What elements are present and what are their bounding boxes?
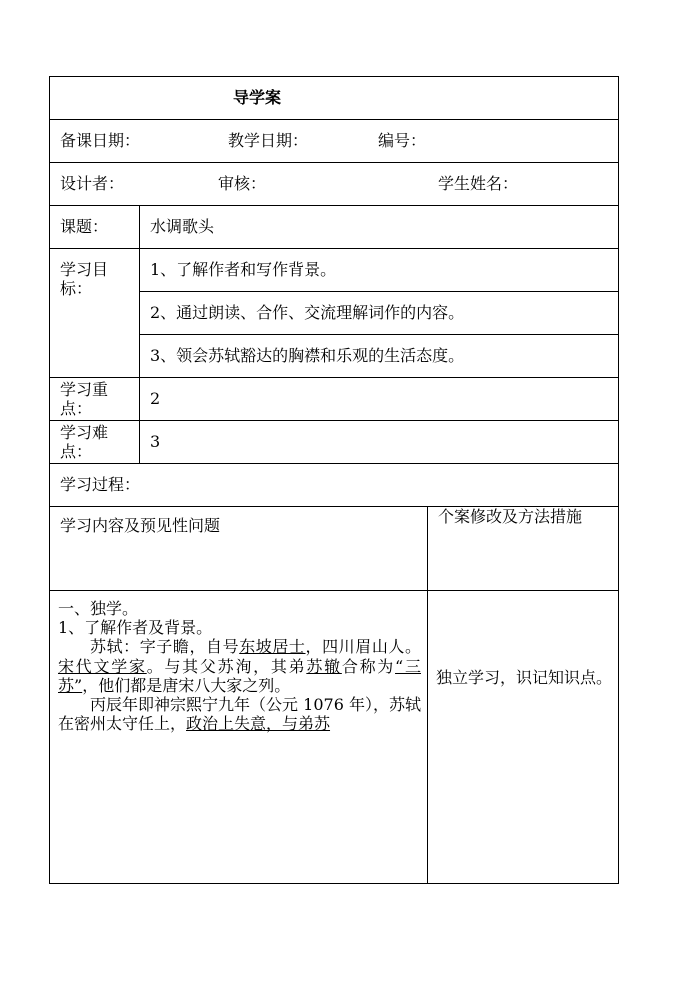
goal-item: 2、通过朗读、合作、交流理解词作的内容。 <box>140 292 619 335</box>
key-point-value: 2 <box>140 378 619 421</box>
number-label: 编号： <box>378 131 427 151</box>
goals-label: 学习目标： <box>50 249 140 378</box>
content-cell <box>50 591 428 884</box>
dates-row <box>50 120 619 163</box>
teach-date-label: 教学日期： <box>228 131 309 151</box>
goal-item: 1、了解作者和写作背景。 <box>140 249 619 292</box>
people-row <box>50 163 619 206</box>
difficulty-label: 学习难点： <box>50 421 140 464</box>
methods-column-header: 个案修改及方法措施 <box>428 507 619 591</box>
topic-value: 水调歌头 <box>140 206 619 249</box>
process-label: 学习过程： <box>50 464 619 507</box>
content-column-header: 学习内容及预见性问题 <box>50 507 428 591</box>
reviewer-label: 审核： <box>218 174 267 194</box>
designer-label: 设计者： <box>60 174 125 194</box>
goal-item: 3、领会苏轼豁达的胸襟和乐观的生活态度。 <box>140 335 619 378</box>
topic-label: 课题： <box>50 206 140 249</box>
sub-heading: 1、了解作者及背景。 <box>58 618 213 638</box>
difficulty-value: 3 <box>140 421 619 464</box>
key-point-label: 学习重点： <box>50 378 140 421</box>
methods-note: 独立学习，识记知识点。 <box>428 591 619 884</box>
author-paragraph: 苏轼：字子瞻，自号东坡居士，四川眉山人。宋代文学家。与其父苏洵，其弟苏辙合称为“三苏”，他们都是唐宋八大家之列。 <box>58 637 421 695</box>
page-title: 导学案 <box>50 77 619 120</box>
section-heading: 一、独学。 <box>58 599 139 618</box>
background-paragraph: 丙辰年即神宗熙宁九年（公元 1076 年），苏轼在密州太守任上，政治上失意，与弟苏 <box>58 694 421 734</box>
student-name-label: 学生姓名： <box>438 174 519 194</box>
lesson-plan-table <box>49 76 619 884</box>
prep-date-label: 备课日期： <box>60 131 141 151</box>
